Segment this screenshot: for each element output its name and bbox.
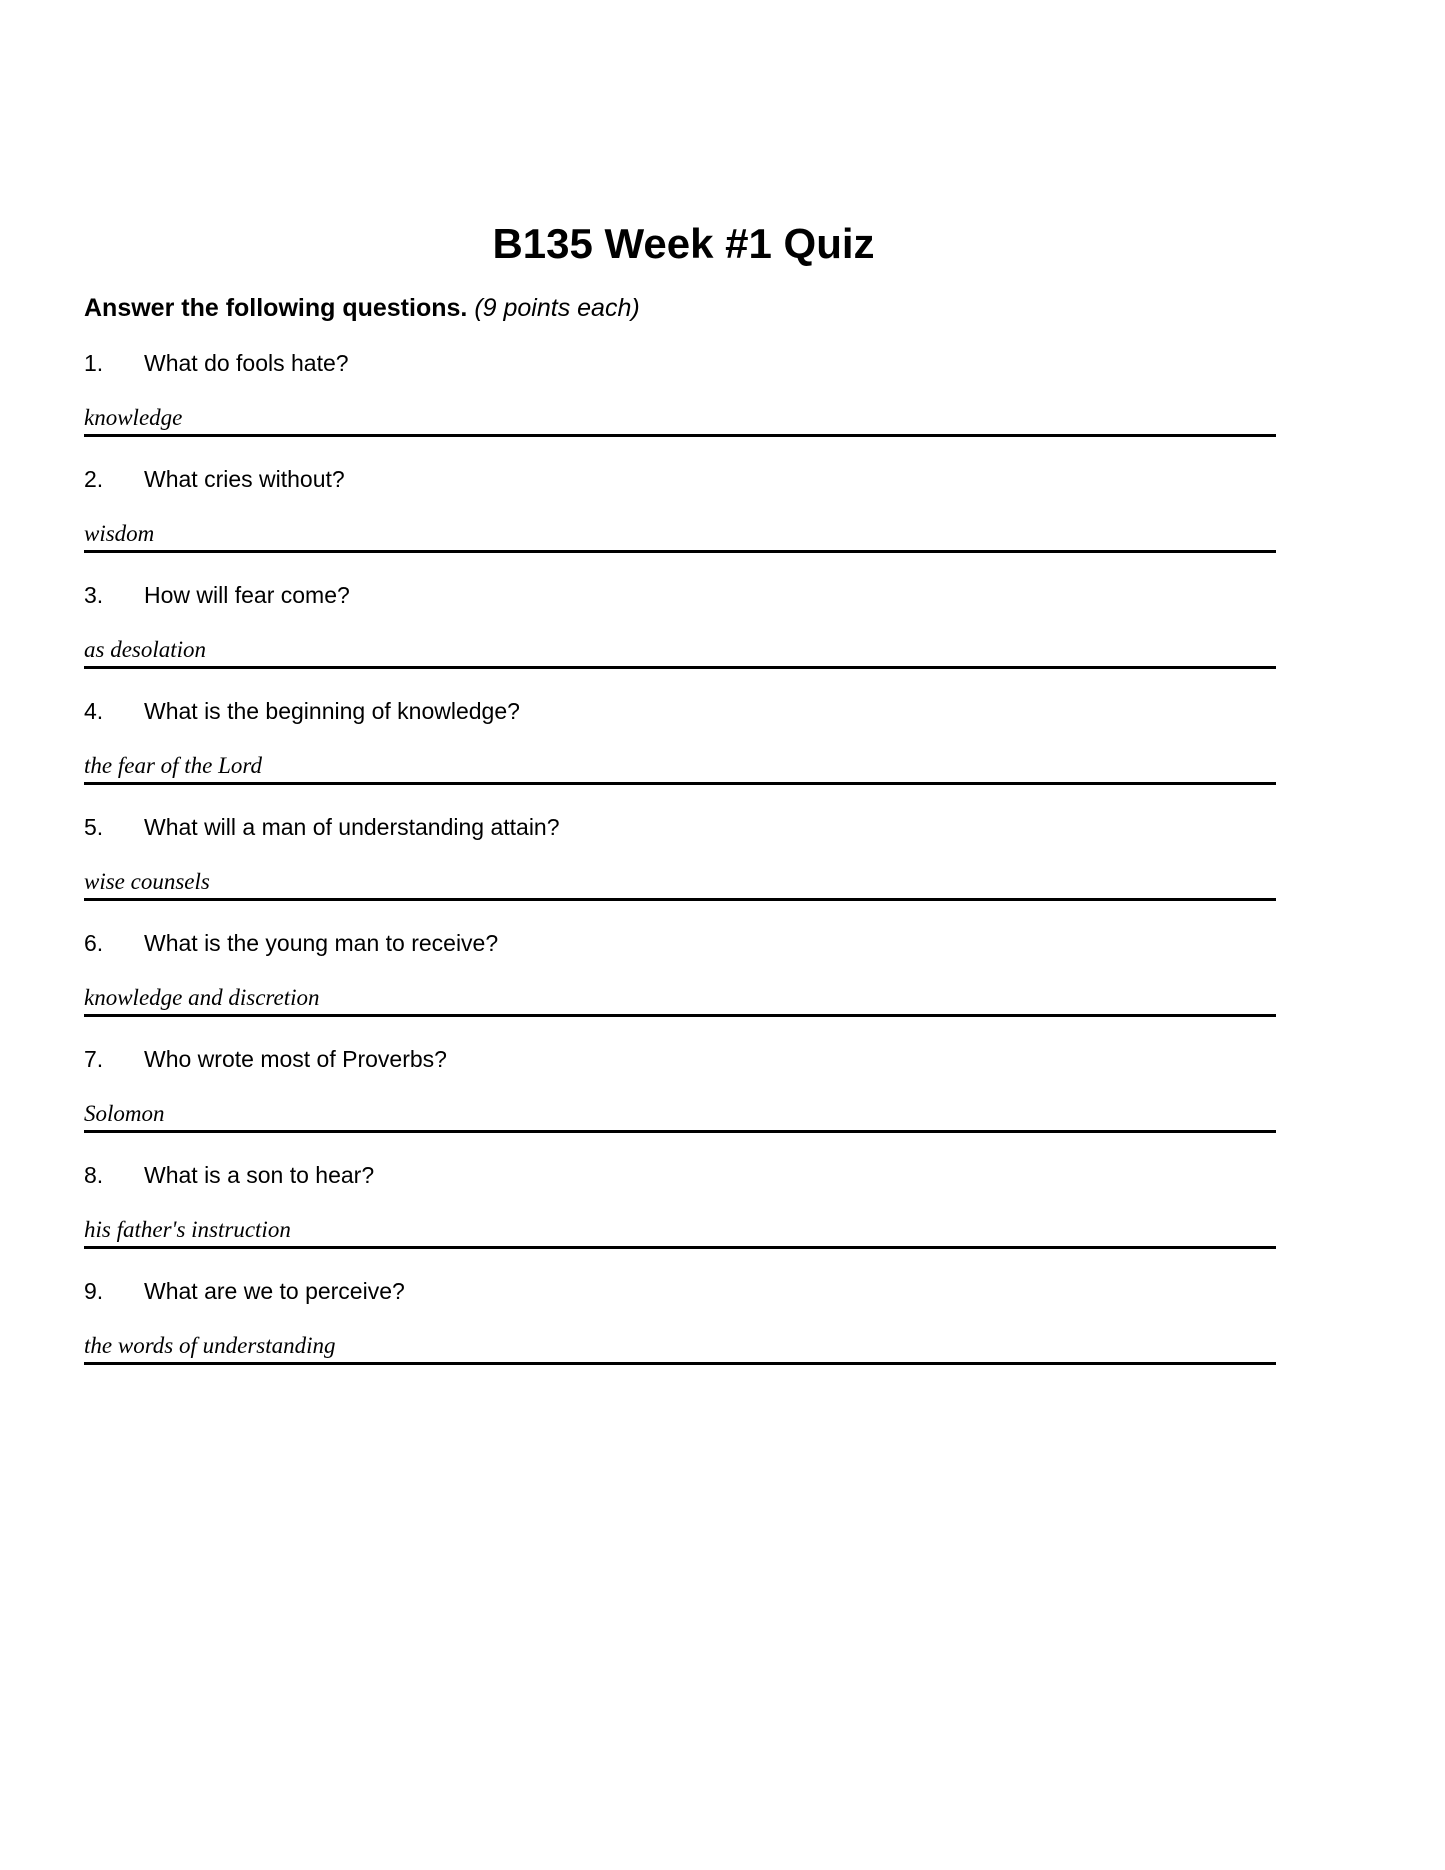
question-line (84, 1274, 405, 1308)
answer-field: Solomon (84, 1097, 1276, 1133)
answer-field: wise counsels (84, 865, 1276, 901)
question-line (84, 578, 350, 612)
question-number: 6. (84, 930, 104, 956)
question-number: 4. (84, 698, 104, 724)
question-number: 9. (84, 1278, 104, 1304)
question-item (84, 462, 1276, 578)
question-item (84, 1042, 1276, 1158)
question-line (84, 926, 498, 960)
question-list (84, 346, 1276, 1390)
question-line (84, 694, 520, 728)
question-item (84, 346, 1276, 462)
question-text: How will fear come? (144, 582, 350, 608)
question-text: What is the beginning of knowledge? (144, 698, 520, 724)
question-number: 3. (84, 582, 104, 608)
instructions (84, 291, 640, 325)
question-text: What do fools hate? (144, 350, 349, 376)
answer-field: wisdom (84, 517, 1276, 553)
question-text: Who wrote most of Proverbs? (144, 1046, 447, 1072)
answer-field: as desolation (84, 633, 1276, 669)
question-item (84, 1158, 1276, 1274)
answer-field: his father's instruction (84, 1213, 1276, 1249)
answer-field: knowledge (84, 401, 1276, 437)
question-item (84, 926, 1276, 1042)
answer-field: knowledge and discretion (84, 981, 1276, 1017)
question-item (84, 1274, 1276, 1390)
question-line (84, 346, 349, 380)
question-text: What is a son to hear? (144, 1162, 375, 1188)
question-number: 5. (84, 814, 104, 840)
question-text: What cries without? (144, 466, 345, 492)
question-number: 7. (84, 1046, 104, 1072)
instructions-lead: Answer the following questions. (84, 294, 468, 322)
question-number: 8. (84, 1162, 104, 1188)
question-item (84, 810, 1276, 926)
question-text: What is the young man to receive? (144, 930, 499, 956)
question-line (84, 462, 345, 496)
question-text: What are we to perceive? (144, 1278, 405, 1304)
question-text: What will a man of understanding attain? (144, 814, 560, 840)
question-line (84, 1042, 447, 1076)
question-line (84, 1158, 374, 1192)
question-item (84, 578, 1276, 694)
question-line (84, 810, 560, 844)
answer-field: the fear of the Lord (84, 749, 1276, 785)
question-item (84, 694, 1276, 810)
instructions-points: (9 points each) (474, 294, 640, 322)
question-number: 1. (84, 350, 104, 376)
quiz-title: B135 Week #1 Quiz (492, 220, 875, 267)
question-number: 2. (84, 466, 104, 492)
answer-field: the words of understanding (84, 1329, 1276, 1365)
